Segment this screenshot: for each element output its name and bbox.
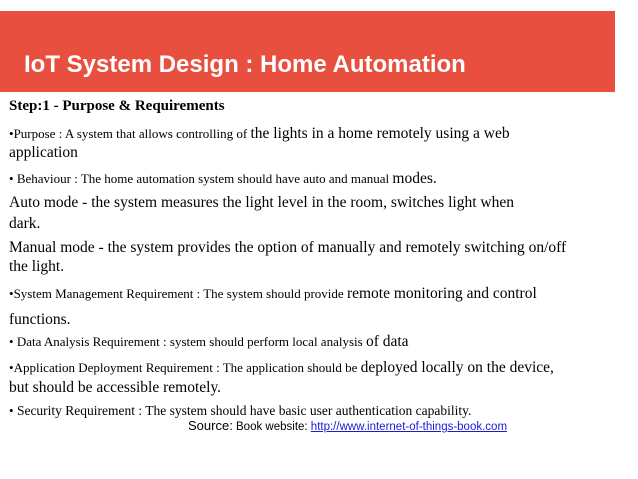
purpose-text-b: the lights in a home remotely using a web <box>250 125 510 142</box>
data-analysis-text-b: of data <box>365 333 409 350</box>
appdep-text-b: deployed locally on the device, <box>360 359 554 376</box>
data-analysis-line <box>9 334 409 350</box>
purpose-line-2: application <box>9 144 78 161</box>
source-text: Book website: <box>232 421 311 433</box>
step-heading: Step:1 - Purpose & Requirements <box>9 98 225 114</box>
source-link[interactable]: http://www.internet-of-things-book.com <box>310 421 508 433</box>
auto-mode-line-2: dark. <box>9 215 41 232</box>
auto-mode-line-1: Auto mode - the system measures the light level in the room, switches light when <box>9 194 514 211</box>
manual-mode-line-2: the light. <box>9 258 65 275</box>
sysmgmt-text-a: System Management Requirement : The system should provide <box>13 286 347 301</box>
security-text: Security Requirement : The system should have basic user authentication capability. <box>13 403 472 418</box>
behaviour-text-a: Behaviour : The home automation system should have auto and manual <box>13 171 393 186</box>
security-line <box>9 404 471 418</box>
bullet: • <box>9 126 14 141</box>
appdep-text-a: Application Deployment Requirement : The application should be <box>13 360 361 375</box>
appdep-line-1 <box>9 360 554 376</box>
sysmgmt-line-1 <box>9 286 537 302</box>
bullet: • <box>9 334 14 349</box>
bullet: • <box>9 403 14 418</box>
purpose-line-1 <box>9 126 510 142</box>
bullet: • <box>9 171 14 186</box>
source-line <box>188 419 507 434</box>
behaviour-text-b: modes. <box>392 170 437 187</box>
sysmgmt-line-2: functions. <box>9 311 71 328</box>
data-analysis-text-a: Data Analysis Requirement : system should perform local analysis <box>13 334 366 349</box>
bullet: • <box>9 360 14 375</box>
appdep-line-2: but should be accessible remotely. <box>9 379 222 396</box>
slide-title: IoT System Design : Home Automation <box>24 51 466 78</box>
bullet: • <box>9 286 14 301</box>
behaviour-line <box>9 171 437 187</box>
manual-mode-line-1: Manual mode - the system provides the option of manually and remotely switching on/off <box>9 239 567 256</box>
sysmgmt-text-b: remote monitoring and control <box>346 285 537 302</box>
purpose-text-a: Purpose : A system that allows controlling of <box>13 126 251 141</box>
source-label: Source: <box>188 418 233 433</box>
